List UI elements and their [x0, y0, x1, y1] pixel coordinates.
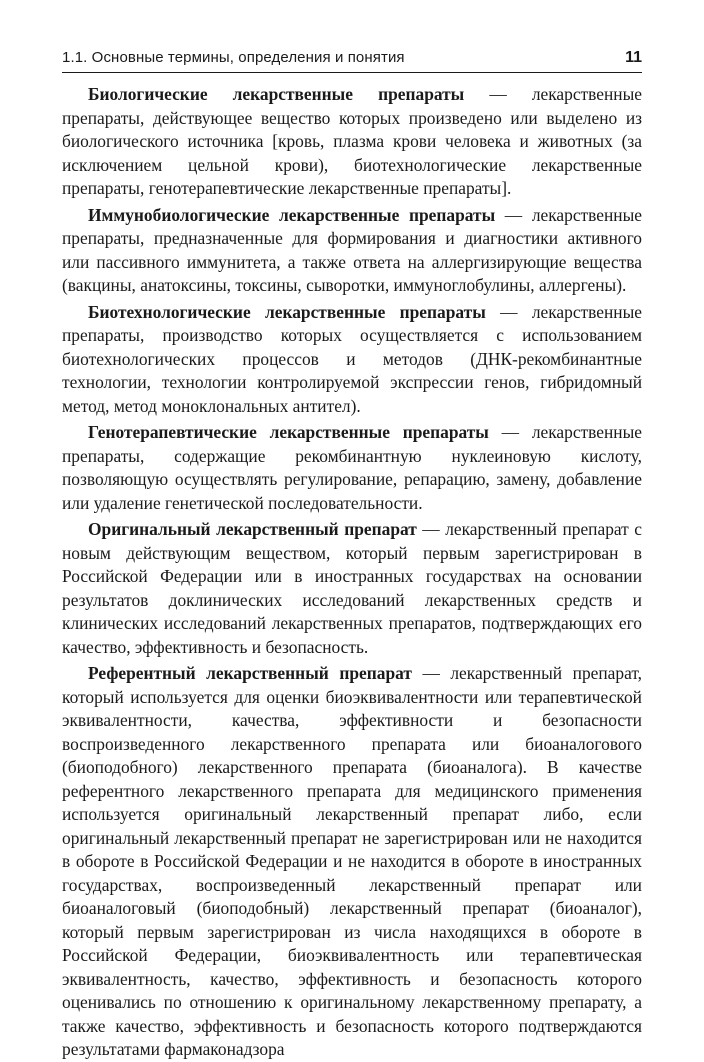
term: Биотехнологические лекарственные препараты [88, 301, 486, 322]
term: Референтный лекарственный препарат [88, 663, 412, 683]
paragraph-immunobiological [62, 204, 642, 298]
running-header [62, 48, 642, 73]
term: Оригинальный лекарственный препарат [88, 519, 417, 539]
page-number: 11 [625, 49, 642, 66]
term: Генотерапевтические лекарственные препараты [88, 422, 489, 442]
definition: — лекарственный препарат с новым действующим веществом, который первым зарегистрирован в Российской Федерации или в иностранных государствах на основании результатов доклинических исследований лекарственных средств и клинических исследований лекарственных препаратов, подтверждающих его качество, эффективность и безопасность. [62, 519, 643, 657]
book-page [62, 48, 642, 1062]
definition: — лекарственные препараты, производство которых осуществляется с использованием биотехнологических процессов и методов (ДНК-рекомбинантные технологии, технологии контролируемой экспрессии генов, гибридомный метод, метод моноклональных антител). [62, 301, 642, 416]
term: Биологические лекарственные препараты [88, 84, 465, 104]
paragraph-biological [62, 83, 642, 201]
definition: — лекарственные препараты, действующее вещество которых произведено или выделено из биологического источника [кровь, плазма крови человека и животных (за исключением цельной крови), биотехнологические лекарственные препараты, генотерапевтические лекарственные препараты]. [62, 84, 642, 198]
term: Иммунобиологические лекарственные препараты [88, 204, 496, 225]
paragraph-gene-therapy [62, 421, 642, 515]
body-text [62, 83, 642, 1062]
paragraph-reference [62, 662, 642, 1062]
definition: — лекарственные препараты, содержащие рекомбинантную нуклеиновую кислоту, позволяющую осуществлять регулирование, репарацию, замену, добавление или удаление генетической последовательности. [62, 422, 642, 513]
section-title: 1.1. Основные термины, определения и понятия [62, 49, 405, 66]
paragraph-biotechnological [62, 301, 642, 419]
definition: — лекарственный препарат, который используется для оценки биоэквивалентности или терапевтической эквивалентности, качества, эффективности и безопасности воспроизведенного лекарственного препарата или биоаналогового (биоподобного) лекарственного препарата (биоаналога). В качестве референтного лекарственного препарата для медицинского применения используется оригинальный лекарственный препарат либо, если оригинальный лекарственный препарат не зарегистрирован или не находится в обороте в Российской Федерации и не находится в обороте в иностранных государствах, воспроизведенный лекарственный препарат или биоаналоговый (биоподобный) лекарственный препарат (биоаналог), который первым зарегистрирован из числа находящихся в обороте в Российской Федерации, биоэквивалентность или терапевтическая эквивалентность, качество, эффективность и безопасность которого оценивались по отношению к оригинальному лекарственному препарату, а также качество, эффективность и безопасность которого подтверждаются результатами фармаконадзора [62, 663, 642, 1059]
paragraph-original [62, 518, 642, 659]
definition: — лекарственные препараты, предназначенные для формирования и диагностики активного или пассивного иммунитета, а также ответа на аллергизирующие вещества (вакцины, анатоксины, токсины, сыворотки, иммуноглобулины, аллергены). [62, 204, 642, 295]
